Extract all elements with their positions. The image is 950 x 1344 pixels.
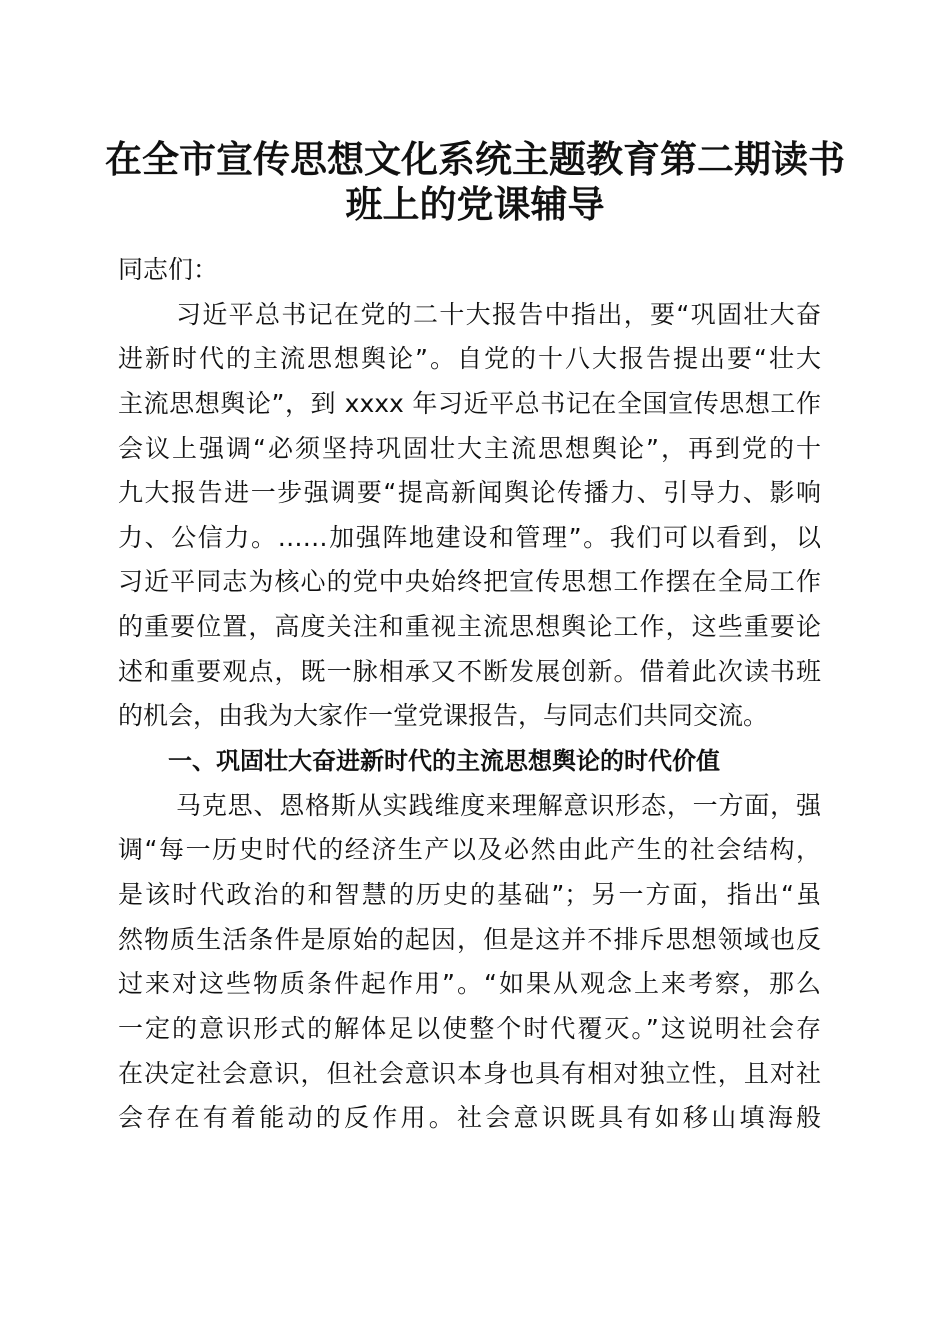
text-line: 力、公信力。……加强阵地建设和管理”。我们可以看到，以 bbox=[118, 522, 821, 552]
text-line: 会存在有着能动的反作用。社会意识既具有如移山填海般 bbox=[118, 1103, 821, 1133]
document-title bbox=[0, 137, 950, 227]
text-line: 在决定社会意识，但社会意识本身也具有相对独立性，且对社 bbox=[118, 1058, 821, 1088]
text-line: 马克思、恩格斯从实践维度来理解意识形态，一方面，强 bbox=[176, 790, 821, 820]
text-line: 主流思想舆论”，到 xxxx 年习近平总书记在全国宣传思想工作 bbox=[118, 388, 821, 418]
text-line: 九大报告进一步强调要“提高新闻舆论传播力、引导力、影响 bbox=[118, 478, 821, 508]
text-line: 然物质生活条件是原始的起因，但是这并不排斥思想领域也反 bbox=[118, 924, 821, 954]
section-heading: 一、巩固壮大奋进新时代的主流思想舆论的时代价值 bbox=[168, 747, 720, 776]
paragraph-1 bbox=[118, 293, 821, 739]
title-line-2: 班上的党课辅导 bbox=[345, 182, 605, 226]
text-line: 是该时代政治的和智慧的历史的基础”；另一方面，指出“虽 bbox=[118, 879, 821, 909]
text-line: 调“每一历史时代的经济生产以及必然由此产生的社会结构， bbox=[118, 835, 821, 865]
text-line: 的重要位置，高度关注和重视主流思想舆论工作，这些重要论 bbox=[118, 612, 821, 642]
text-line: 的机会，由我为大家作一堂党课报告，与同志们共同交流。 bbox=[118, 701, 769, 731]
text-line: 进新时代的主流思想舆论”。自党的十八大报告提出要“壮大 bbox=[118, 344, 821, 374]
text-line: 过来对这些物质条件起作用”。“如果从观念上来考察，那么 bbox=[118, 969, 821, 999]
text-line: 习近平同志为核心的党中央始终把宣传思想工作摆在全局工作 bbox=[118, 567, 821, 597]
paragraph-2 bbox=[118, 784, 821, 1141]
text-line: 述和重要观点，既一脉相承又不断发展创新。借着此次读书班 bbox=[118, 656, 821, 686]
title-line-1: 在全市宣传思想文化系统主题教育第二期读书 bbox=[105, 137, 845, 181]
text-line: 一定的意识形式的解体足以使整个时代覆灭。”这说明社会存 bbox=[118, 1013, 821, 1043]
text-line: 会议上强调“必须坚持巩固壮大主流思想舆论”，再到党的十 bbox=[118, 433, 821, 463]
document-body bbox=[118, 248, 821, 1141]
salutation: 同志们： bbox=[118, 255, 219, 284]
text-line: 习近平总书记在党的二十大报告中指出，要“巩固壮大奋 bbox=[176, 299, 821, 329]
